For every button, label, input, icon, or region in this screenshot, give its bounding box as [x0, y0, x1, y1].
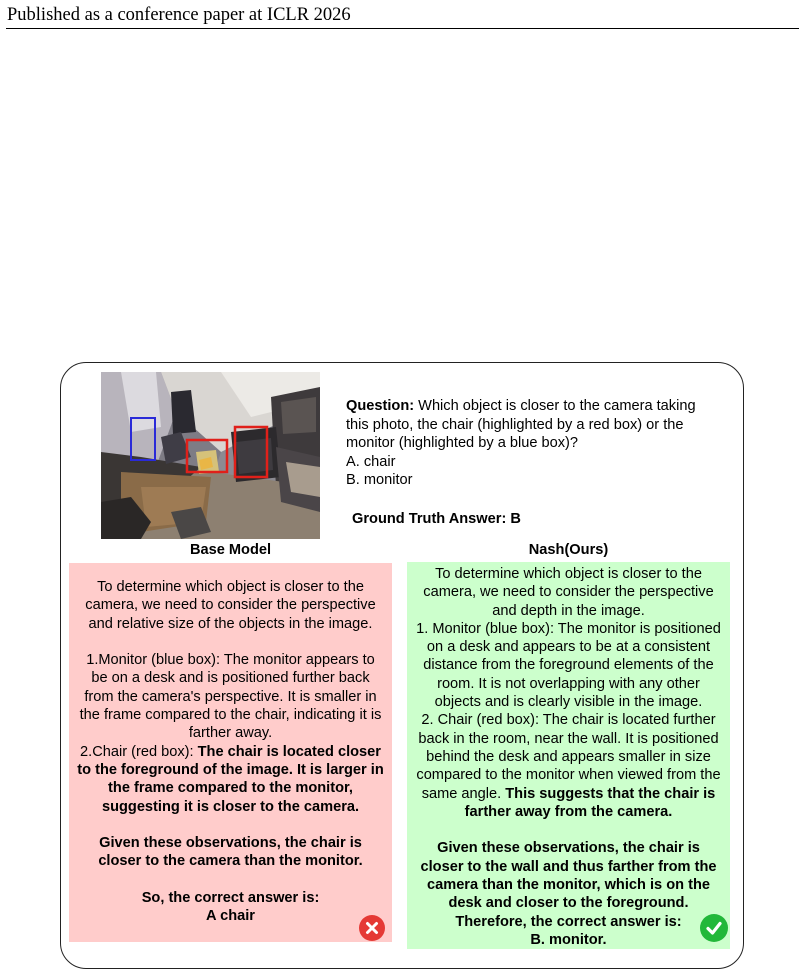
response-line: and depth in the image. [492, 602, 645, 619]
running-header: Published as a conference paper at ICLR 2026 [7, 5, 351, 25]
check-circle-icon [700, 914, 728, 942]
response-bold: closer to the camera than the monitor. [98, 853, 363, 870]
response-line: from the camera's perspective. It is smaller in [84, 688, 377, 705]
nash-response [407, 562, 730, 949]
x-circle-icon [359, 915, 385, 941]
scene-photo [101, 372, 320, 539]
response-bold: desk and closer to the foreground. [448, 895, 689, 912]
option-b: B. monitor [346, 472, 413, 488]
question-label: Question: [346, 398, 415, 414]
response-bold: the frame compared to the monitor, [108, 780, 353, 797]
response-line: on a desk and appears to be at a consistent [426, 639, 711, 656]
response-line: the frame compared to the chair, indicating it is [79, 707, 382, 724]
response-line: To determine which object is closer to the [97, 579, 364, 595]
response-bold: A chair [206, 908, 255, 925]
response-line: 1. Monitor (blue box): The monitor is positioned [416, 620, 721, 637]
response-line: same angle. [421, 785, 506, 802]
option-a: A. chair [346, 453, 396, 470]
response-bold: closer to the wall and thus farther from the [420, 858, 717, 875]
response-bold: farther away from the camera. [464, 803, 673, 820]
response-line: objects and is clearly visible in the image. [434, 694, 703, 711]
response-line: back in the room, near the wall. It is positioned [418, 730, 719, 747]
header-rule [6, 28, 799, 29]
question-line-2: this photo, the chair (highlighted by a red box) or the [346, 416, 684, 433]
response-bold: B. monitor. [530, 931, 607, 948]
response-line: be on a desk and is positioned further back [91, 670, 370, 687]
response-line: room. It is not overlapping with any other [437, 675, 700, 692]
question-block [346, 397, 726, 490]
response-bold: So, the correct answer is: [141, 890, 320, 907]
response-line: distance from the foreground elements of the [423, 657, 714, 674]
response-bold: Given these observations, the chair is [437, 840, 700, 857]
response-bold: camera than the monitor, which is on the [426, 877, 710, 894]
response-line: 1.Monitor (blue box): The monitor appears to [86, 652, 375, 669]
response-bold: to the foreground of the image. It is larger in [77, 761, 384, 778]
response-bold: suggesting it is closer to the camera. [101, 798, 360, 815]
base-model-response [69, 563, 392, 942]
question-line-3: monitor (highlighted by a blue box)? [346, 435, 579, 451]
response-line: 2. Chair (red box): The chair is located further [421, 712, 716, 729]
response-line: farther away. [188, 725, 273, 742]
response-line: To determine which object is closer to the [435, 566, 702, 582]
response-bold: The chair is located closer [197, 743, 381, 760]
ground-truth-answer: Ground Truth Answer: B [352, 511, 521, 527]
response-line: and relative size of the objects in the image. [88, 615, 373, 632]
response-bold: This suggests that the chair is [505, 785, 716, 802]
response-line: camera, we need to consider the perspective [85, 597, 376, 614]
response-line: behind the desk and appears smaller in size [426, 748, 711, 765]
question-line-1: Which object is closer to the camera taking [414, 398, 696, 414]
response-bold: Given these observations, the chair is [99, 835, 362, 852]
nash-title: Nash(Ours) [528, 542, 609, 558]
response-bold: Therefore, the correct answer is: [455, 913, 682, 930]
response-line: 2.Chair (red box): [80, 743, 198, 760]
response-line: camera, we need to consider the perspective [423, 584, 714, 601]
base-model-title: Base Model [189, 542, 272, 558]
response-line: compared to the monitor when viewed from the [416, 767, 721, 784]
